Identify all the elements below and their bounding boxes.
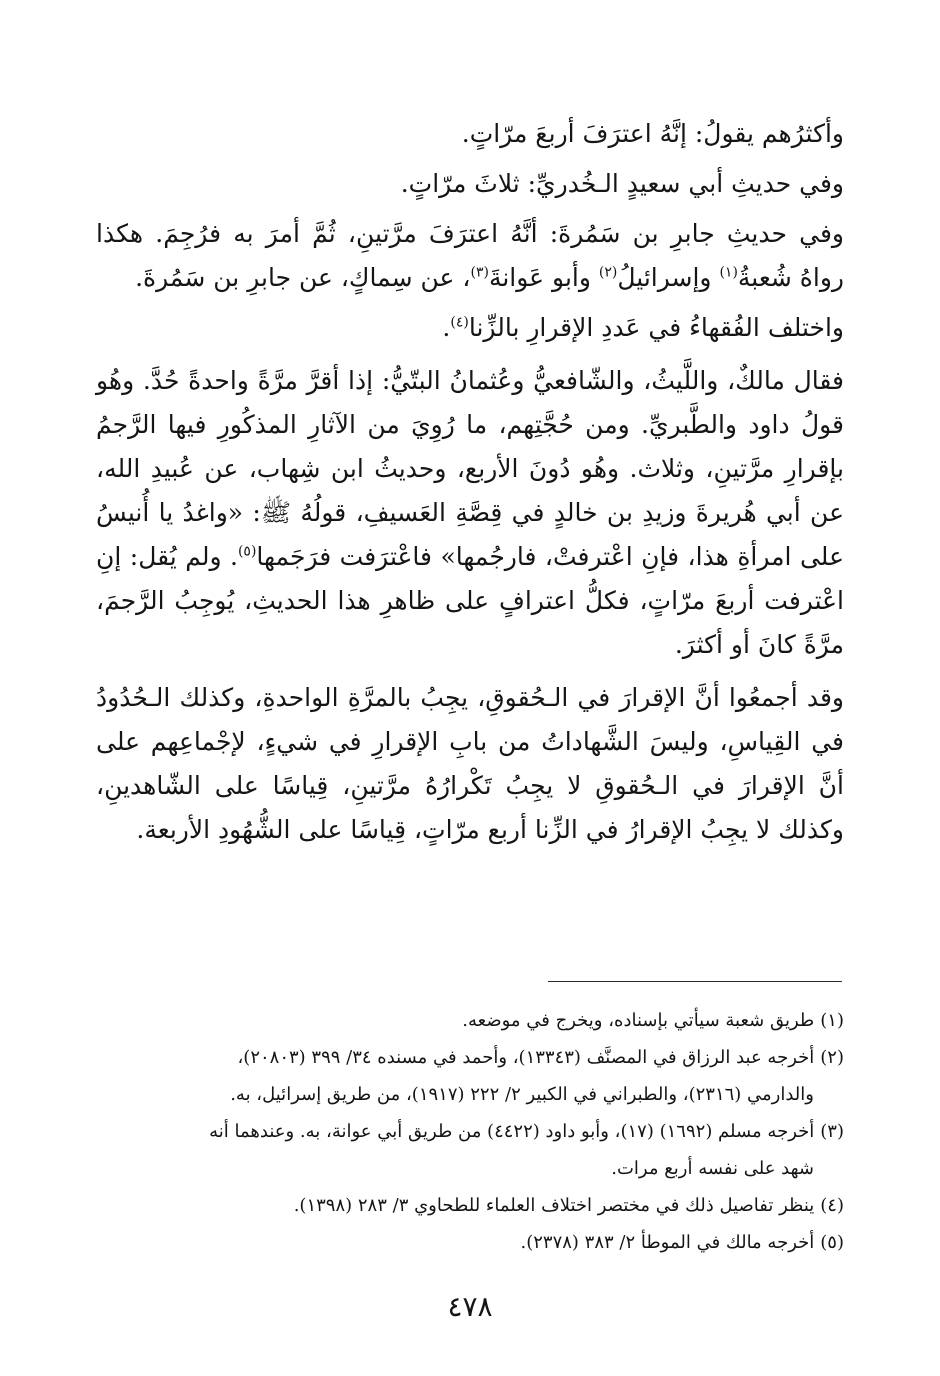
footnote-number: (٣): [820, 1121, 844, 1142]
footnote-ref-1[interactable]: (١): [719, 264, 738, 281]
footnote-ref-2[interactable]: (٢): [598, 264, 618, 281]
paragraph-3: وفي حديثِ جابرِ بن سَمُرةَ: أنَّهُ اعترَفَ مرَّتينِ، ثُمَّ أمرَ به فرُجِمَ. هكذا رواهُ شُعبةُ$^{(١)}$ وإسرائيلُ$^{(٢)}$ وأبو عَوانةَ$^{(٣)}$، عن سِماكٍ، عن جابرِ بن سَمُرةَ.: [96, 219, 844, 292]
footnote-number: (١): [820, 1010, 844, 1031]
footnote-ref-4[interactable]: (٤): [450, 314, 469, 331]
paragraph-1: وأكثرُهم يقولُ: إنَّهُ اعترَفَ أربعَ مرّاتٍ.: [461, 119, 844, 148]
footnote-continuation: شهد على نفسه أربع مرات.: [611, 1158, 814, 1179]
page-number: ٤٧٨: [447, 1290, 493, 1323]
paragraph-4: واختلف الفُقهاءُ في عَددِ الإقرارِ بالزِّنا$^{(٤)}$.: [442, 313, 844, 342]
footnote-4: [96, 1187, 844, 1224]
footnote-3: [96, 1113, 844, 1187]
footnote-5: [96, 1224, 844, 1261]
footnote-number: (٥): [820, 1232, 844, 1253]
footnote-text: أخرجه مسلم (١٦٩٢) (١٧)، وأبو داود (٤٤٢٢) من طريق أبي عوانة، به. وعندهما أنه: [209, 1121, 815, 1142]
footnote-ref-5[interactable]: (٥): [237, 543, 257, 560]
paragraph-5: فقال مالكٌ، واللَّيثُ، والشّافعيُّ وعُثمانُ البتّيُّ: إذا أقرَّ مرَّةً واحدةً حُدَّ. وهُو قولُ داود والطَّبريِّ. ومن حُجَّتِهم، ما رُوِيَ من الآثارِ المذكُورِ فيها الرَّجمُ بإقرارِ مرَّتينِ، وثلاث. وهُو دُونَ الأربع، وحديثُ ابن شِهاب، عن عُبيدِ الله، عن أبي هُريرةَ وزيدِ بن خالدٍ في قِصَّةِ العَسيفِ، قولُهُ ﷺ: «واغدُ يا أُنيسُ على امرأةِ هذا، فإنِ اعْترفتْ، فارجُمها» فاعْترَفت فرَجَمها$^{(٥)}$. ولم يُقل: إنِ اعْترفت أربعَ مرّاتٍ، فكلُّ اعترافٍ على ظاهرِ هذا الحديثِ، يُوجِبُ الرَّجمَ، مرَّةً كانَ أو أكثرَ.: [96, 366, 844, 659]
footnote-text: أخرجه مالك في الموطأ ٢/ ٣٨٣ (٢٣٧٨).: [520, 1232, 815, 1253]
footnote-1: [96, 1002, 844, 1039]
footnote-ref-3[interactable]: (٣): [470, 264, 489, 281]
footnote-divider: [548, 981, 842, 982]
footnotes-section: [96, 1002, 844, 1261]
footnote-text: أخرجه عبد الرزاق في المصنَّف (١٣٣٤٣)، وأحمد في مسنده ٣٤/ ٣٩٩ (٢٠٨٠٣)،: [237, 1047, 815, 1068]
footnote-text: طريق شعبة سيأتي بإسناده، ويخرج في موضعه.: [462, 1010, 815, 1031]
paragraph-2: وفي حديثِ أبي سعيدٍ الـخُدريِّ: ثلاثَ مرّاتٍ.: [400, 169, 844, 198]
footnote-text: ينظر تفاصيل ذلك في مختصر اختلاف العلماء للطحاوي ٣/ ٢٨٣ (١٣٩٨).: [293, 1195, 815, 1216]
footnote-number: (٢): [820, 1047, 844, 1068]
paragraph-6: وقد أجمعُوا أنَّ الإقرارَ في الـحُقوقِ، يجِبُ بالمرَّةِ الواحدةِ، وكذلك الـحُدُودُ في القِياسِ، وليسَ الشَّهاداتُ من بابِ الإقرارِ في شيءٍ، لإجْماعِهم على أنَّ الإقرارَ في الـحُقوقِ لا يجِبُ تَكْرارُهُ مرَّتينِ، قِياسًا على الشّاهدينِ، وكذلك لا يجِبُ الإقرارُ في الزِّنا أربع مرّاتٍ، قِياسًا على الشُّهُودِ الأربعة.: [96, 683, 844, 844]
main-text: [96, 112, 844, 858]
footnote-continuation: والدارمي (٢٣١٦)، والطبراني في الكبير ٢/ ٢٢٢ (١٩١٧)، من طريق إسرائيل، به.: [230, 1084, 814, 1105]
footnote-2: [96, 1039, 844, 1113]
footnote-number: (٤): [820, 1195, 844, 1216]
